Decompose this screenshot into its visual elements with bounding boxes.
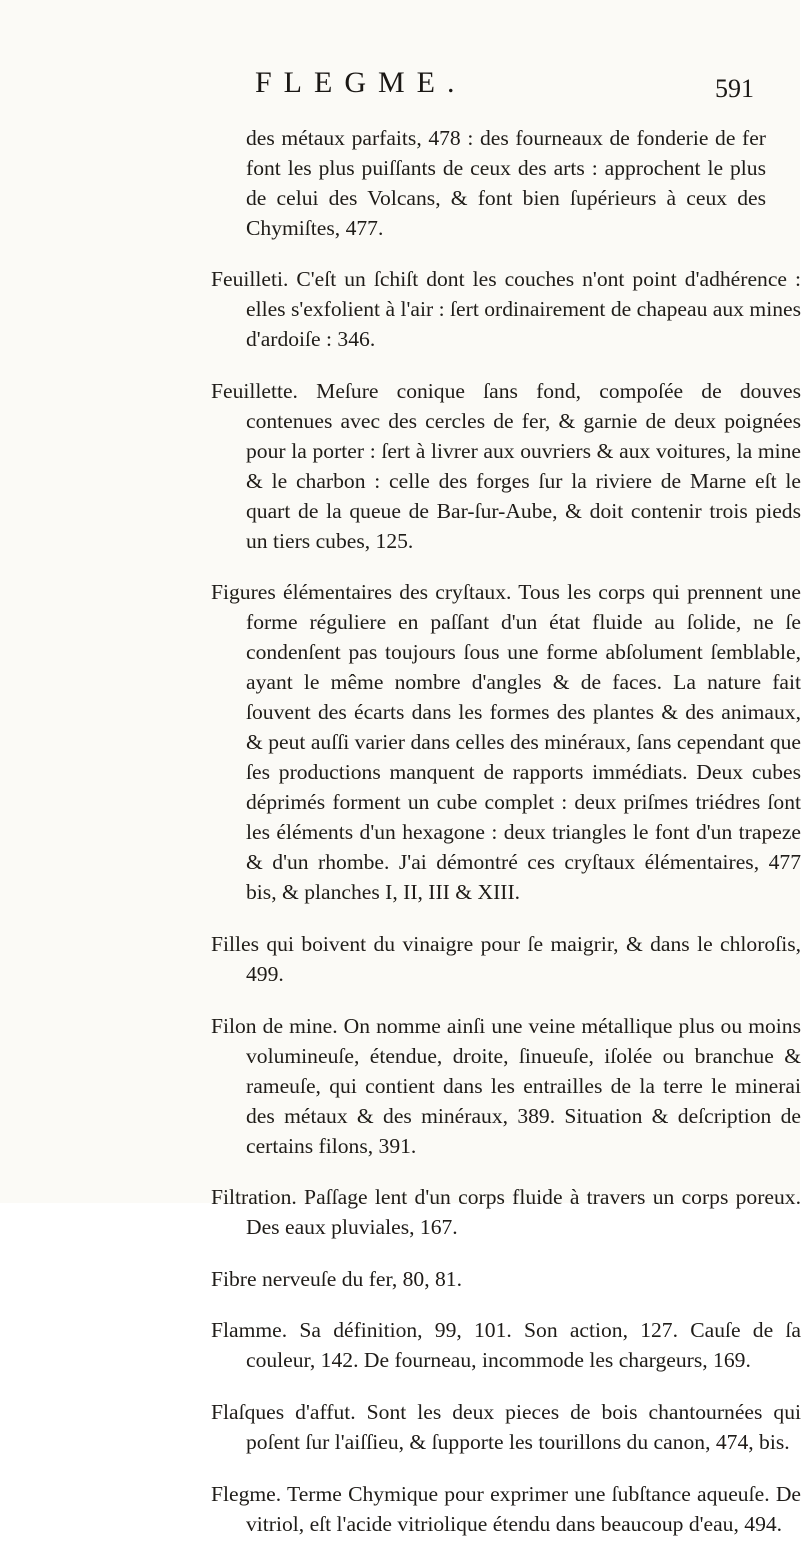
index-entry-filon bbox=[211, 1011, 801, 1161]
index-entry-flegme bbox=[211, 1479, 801, 1539]
entry-headword: Fibre bbox=[211, 1266, 257, 1291]
index-entry-flamme bbox=[211, 1315, 801, 1375]
index-entry-continued: des métaux parfaits, 478 : des fourneaux de fonderie de fer font les plus puiſſants de ceux des arts : approchent le plus de celui des Volcans, & font bien ſupérieurs à ceux des Chymiſtes, 477. bbox=[246, 125, 766, 240]
entry-headword: Flamme. bbox=[211, 1318, 288, 1343]
entry-headword: Flegme. bbox=[211, 1481, 282, 1506]
entry-headword: Filon bbox=[211, 1013, 257, 1038]
index-entry-filtration bbox=[211, 1182, 801, 1242]
index-entry-fibre bbox=[211, 1264, 801, 1294]
running-title: FLEGME. bbox=[255, 66, 467, 99]
index-entry-filles bbox=[211, 929, 801, 989]
entry-headword: Flaſques bbox=[211, 1399, 285, 1424]
index-entry-feuilleti bbox=[211, 264, 801, 354]
index-entry-figures bbox=[211, 577, 801, 907]
index-entry-feuillette bbox=[211, 376, 801, 556]
entry-text: nerveuſe du fer, 80, 81. bbox=[256, 1266, 462, 1291]
entry-text: qui boivent du vinaigre pour ſe maigrir, & dans le chloroſis, 499. bbox=[246, 931, 801, 986]
entry-text: Sa définition, 99, 101. Son action, 127. Cauſe de ſa couleur, 142. De fourneau, incommode les chargeurs, 169. bbox=[246, 1318, 801, 1373]
entry-text: d'affut. Sont les deux pieces de bois chantournées qui poſent ſur l'aiſſieu, & ſupporte les tourillons du canon, 474, bis. bbox=[246, 1399, 801, 1454]
entry-text: C'eſt un ſchiſt dont les couches n'ont point d'adhérence : elles s'exfolient à l'air : ſert ordinairement de chapeau aux mines d'ardoiſe : 346. bbox=[246, 267, 801, 352]
entry-text: Terme Chymique pour exprimer une ſubſtance aqueuſe. De vitriol, eſt l'acide vitriolique étendu dans beaucoup d'eau, 494. bbox=[246, 1481, 801, 1536]
page-number: 591 bbox=[715, 74, 754, 103]
page-header bbox=[0, 66, 800, 106]
entry-headword: Feuillette. bbox=[211, 378, 298, 403]
entry-text: élémentaires des cryſtaux. Tous les corps qui prennent une forme réguliere en paſſant d'un état fluide au ſolide, ne ſe condenſent pas toujours ſous une forme abſolument ſemblable, ayant le même nombre d'angles & de faces. La nature fait ſouvent des écarts dans les formes des plantes & des animaux, & peut auſſi varier dans celles des minéraux, ſans cependant que ſes productions manquent de rapports immédiats. Deux cubes déprimés forment un cube complet : deux priſmes triédres ſont les éléments d'un hexagone : deux triangles le font d'un trapeze & d'un rhombe. J'ai démontré ces cryſtaux élémentaires, 477 bis, & planches I, II, III & XIII. bbox=[246, 580, 801, 905]
index-entry-flasques bbox=[211, 1397, 801, 1457]
entry-text: Meſure conique ſans fond, compoſée de douves contenues avec des cercles de fer, & garnie de deux poignées pour la porter : ſert à livrer aux ouvriers & aux voitures, la mine & le charbon : celle des forges ſur la riviere de Marne eſt le quart de la queue de Bar-ſur-Aube, & doit contenir trois pieds un tiers cubes, 125. bbox=[246, 378, 801, 553]
entry-headword: Figures bbox=[211, 580, 276, 605]
entry-text: de mine. On nomme ainſi une veine métallique plus ou moins volumineuſe, étendue, droite, ſinueuſe, iſolée ou branchue & rameuſe, qui contient dans les entrailles de la terre le minerai des métaux & des minéraux, 389. Situation & deſcription de certains filons, 391. bbox=[246, 1013, 801, 1158]
entry-headword: Filles bbox=[211, 931, 259, 956]
entry-headword: Feuilleti. bbox=[211, 267, 289, 292]
entry-text: Paſſage lent d'un corps fluide à travers un corps poreux. Des eaux pluviales, 167. bbox=[246, 1185, 801, 1240]
index-entries bbox=[0, 101, 800, 1542]
entry-headword: Filtration. bbox=[211, 1185, 297, 1210]
